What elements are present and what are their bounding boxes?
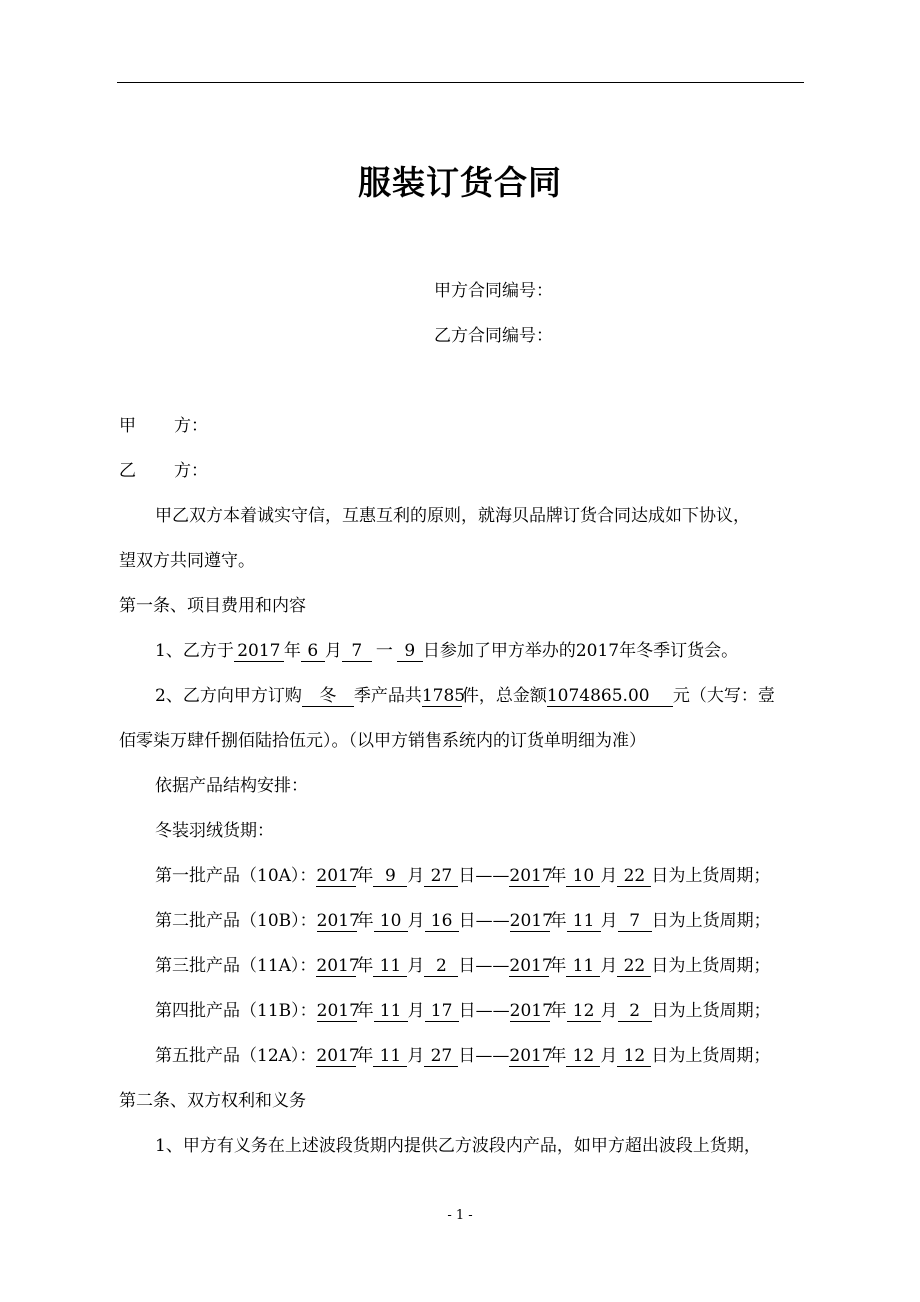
fill-end-year: 2017 (509, 1001, 553, 1021)
fill-end-day: 12 (617, 1046, 651, 1067)
year-char: 年 (283, 641, 301, 661)
fill-start-month: 10 (374, 911, 408, 932)
header-rule (117, 82, 804, 83)
fill-end-day: 7 (618, 911, 652, 932)
fill-end-year: 2017 (509, 866, 553, 886)
fill-start-month: 9 (373, 866, 407, 887)
fill-end-day: 22 (617, 866, 651, 887)
fill-season: 冬 (302, 686, 354, 707)
year-char: 年 (549, 1046, 567, 1066)
month-char: 月 (407, 866, 425, 886)
article-1-heading: 第一条、项目费用和内容 (119, 596, 306, 616)
batch-suffix: 日为上货周期； (651, 1001, 771, 1021)
batch-suffix: 日为上货周期； (651, 1046, 771, 1066)
month-char: 月 (600, 956, 618, 976)
fill-end-month: 12 (567, 1001, 601, 1022)
month-char: 月 (407, 1046, 425, 1066)
item-2-text-c: 元（大写：壹 (672, 686, 775, 706)
batch-label: 第四批产品（11B）： (155, 1001, 317, 1021)
fill-end-month: 11 (566, 956, 600, 977)
batch-row (155, 954, 770, 978)
year-char: 年 (356, 1001, 374, 1021)
fill-start-year: 2017 (316, 1046, 360, 1066)
month-char: 月 (600, 1046, 618, 1066)
batch-row (155, 864, 770, 888)
fill-end-month: 12 (566, 1046, 600, 1067)
fill-start-year: 2017 (316, 911, 360, 931)
party-a-label: 方： (174, 416, 208, 436)
batch-row (155, 909, 771, 933)
batch-suffix: 日为上货周期； (651, 911, 771, 931)
page-number: - 1 - (447, 1208, 473, 1223)
year-char: 年 (549, 866, 567, 886)
party-b-line (119, 459, 208, 483)
fill-quantity: 1785 (421, 686, 466, 706)
contract-title: 服装订货合同 (358, 163, 562, 202)
fill-start-year: 2017 (316, 956, 360, 976)
article-2-item-1: 1、甲方有义务在上述波段货期内提供乙方波段内产品，如甲方超出波段上货期， (155, 1136, 761, 1156)
year-char: 年 (356, 956, 374, 976)
year-char: 年 (549, 911, 567, 931)
fill-end-month: 11 (567, 911, 601, 932)
batch-row (155, 999, 771, 1023)
month-char: 月 (324, 641, 342, 661)
party-b-char: 乙 (119, 461, 136, 481)
fill-start-day: 2 (424, 956, 458, 977)
fill-day-end: 9 (397, 641, 423, 662)
fill-end-month: 10 (566, 866, 600, 887)
fill-start-month: 11 (374, 1001, 408, 1022)
party-b-label: 方： (174, 461, 208, 481)
batch-suffix: 日为上货周期； (651, 956, 771, 976)
fill-day-start: 7 (342, 641, 372, 662)
party-a-contract-no: 甲方合同编号： (434, 281, 553, 301)
fill-start-year: 2017 (316, 866, 360, 886)
structure-heading: 依据产品结构安排： (155, 776, 308, 796)
fill-month: 6 (301, 641, 325, 662)
item-1 (155, 639, 738, 663)
year-char: 年 (356, 866, 374, 886)
item-2-continuation: 佰零柒万肆仟捌佰陆拾伍元）。（以甲方销售系统内的订货单明细为准） (119, 731, 646, 751)
item-1-suffix: 日参加了甲方举办的2017年冬季订货会。 (422, 641, 739, 661)
fill-start-year: 2017 (316, 1001, 360, 1021)
fill-end-day: 2 (618, 1001, 652, 1022)
fill-start-day: 16 (425, 911, 459, 932)
party-b-contract-no: 乙方合同编号： (434, 326, 553, 346)
year-char: 年 (356, 911, 374, 931)
date-separator: 日—— (458, 866, 510, 886)
month-char: 月 (600, 911, 618, 931)
dash: 一 (375, 641, 393, 661)
year-char: 年 (356, 1046, 374, 1066)
party-a-line (119, 414, 208, 438)
month-char: 月 (407, 956, 425, 976)
fill-end-year: 2017 (509, 956, 553, 976)
batch-label: 第三批产品（11A）： (155, 956, 317, 976)
item-2-text-b: 件，总金额 (461, 686, 547, 706)
date-separator: 日—— (458, 1046, 510, 1066)
party-a-char: 甲 (119, 416, 136, 436)
item-2-text-a: 季产品共 (353, 686, 422, 706)
month-char: 月 (407, 1001, 425, 1021)
fill-start-day: 27 (424, 1046, 458, 1067)
batch-row (155, 1044, 770, 1068)
fill-end-year: 2017 (509, 911, 553, 931)
month-char: 月 (600, 1001, 618, 1021)
batch-label: 第一批产品（10A）： (155, 866, 317, 886)
item-2 (155, 684, 775, 708)
fill-year: 2017 (234, 641, 284, 662)
date-separator: 日—— (458, 911, 510, 931)
item-1-prefix: 1、乙方于 (155, 641, 234, 661)
winter-schedule-heading: 冬装羽绒货期： (155, 821, 274, 841)
year-char: 年 (549, 1001, 567, 1021)
month-char: 月 (600, 866, 618, 886)
intro-paragraph-line2: 望双方共同遵守。 (119, 551, 255, 571)
fill-end-day: 22 (617, 956, 651, 977)
intro-paragraph-line1: 甲乙双方本着诚实守信，互惠互利的原则，就海贝品牌订货合同达成如下协议， (155, 506, 750, 526)
batch-label: 第五批产品（12A）： (155, 1046, 317, 1066)
batch-suffix: 日为上货周期； (651, 866, 771, 886)
fill-start-day: 27 (424, 866, 458, 887)
year-char: 年 (549, 956, 567, 976)
date-separator: 日—— (458, 1001, 510, 1021)
item-2-prefix: 2、乙方向甲方订购 (155, 686, 302, 706)
fill-amount: 1074865.00 (547, 686, 673, 707)
fill-end-year: 2017 (509, 1046, 553, 1066)
fill-start-day: 17 (425, 1001, 459, 1022)
month-char: 月 (407, 911, 425, 931)
article-2-heading: 第二条、双方权利和义务 (119, 1091, 306, 1111)
date-separator: 日—— (458, 956, 510, 976)
fill-start-month: 11 (373, 956, 407, 977)
batch-label: 第二批产品（10B）： (155, 911, 317, 931)
fill-start-month: 11 (373, 1046, 407, 1067)
